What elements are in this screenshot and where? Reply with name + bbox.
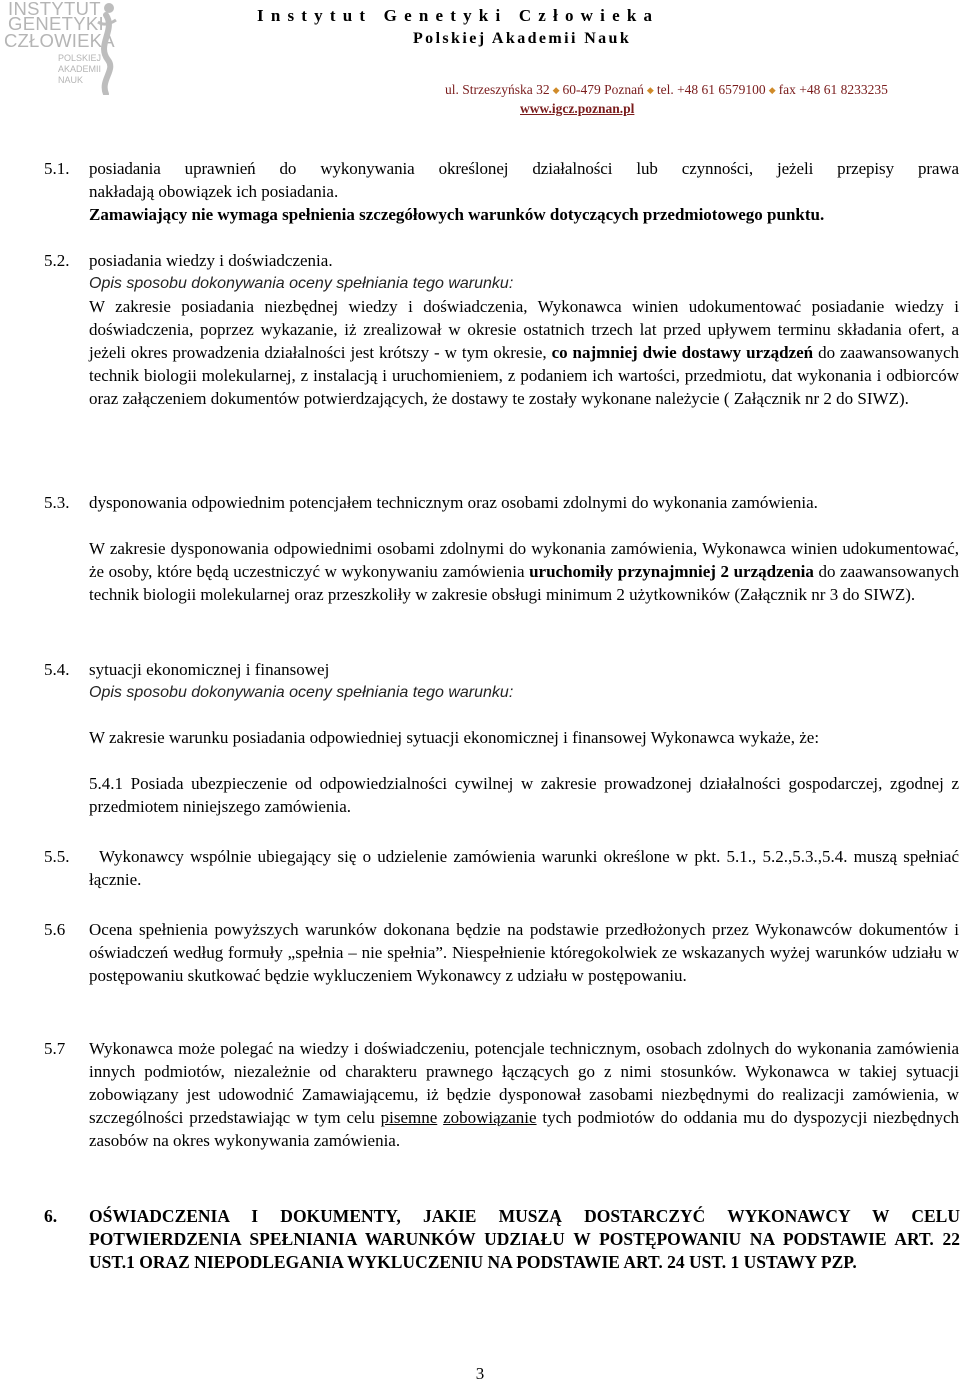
- section-5-4-method-label: Opis sposobu dokonywania oceny spełniania tego warunku:: [89, 684, 514, 701]
- section-5-3-emphasis: uruchomiły przynajmniej 2 urządzenia: [529, 562, 814, 581]
- section-number: 5.1.: [44, 159, 70, 178]
- underlined-word: zobowiązanie: [443, 1108, 537, 1127]
- section-number: 5.2.: [44, 251, 70, 270]
- section-5-2-text: W zakresie posiadania niezbędnej wiedzy i doświadczenia, Wykonawca winien udokumentować posiadanie wiedzy i doświadczenia, poprzez wykazanie, iż zrealizował w okresie ostatnich trzech lat przed upływem terminu składania ofert, a jeżeli okres prowadzenia działalności jest krótszy - w tym okresie,: [89, 297, 959, 362]
- page-number: 3: [475, 1364, 485, 1383]
- section-5-2-text-cont: do zaawansowanych technik biologii molekularnej, z instalacją i uruchomieniem, z podaniem ich wartości, przedmiotu, dat wykonania i odbiorców oraz załączeniem dokumentów potwierdzających, że dostawy te zostały wykonane należycie ( Załącznik nr 2 do SIWZ).: [89, 343, 959, 408]
- section-5-2-emphasis: co najmniej dwie dostawy urządzeń: [551, 343, 814, 362]
- logo-line-5: AKADEMII: [58, 64, 102, 74]
- logo-line-4: POLSKIEJ: [58, 53, 102, 63]
- section-6-number: 6.: [44, 1206, 58, 1226]
- bullet-icon: ◆: [646, 85, 654, 96]
- section-5-7-text: Wykonawca może polegać na wiedzy i doświadczeniu, potencjale technicznym, osobach zdolnych do wykonania zamówienia innych podmiotów, niezależnie od charakteru prawnego łączących go z nimi stosunków. Wykonawca w takiej sytuacji zobowiązany jest udowodnić Zamawiającemu, iż będzie dysponował zasobami niezbędnymi do realizacji zamówienia, w szczególności przedstawiając w tym celu: [89, 1039, 959, 1127]
- section-5-6-body: Ocena spełnienia powyższych warunków dokonana będzie na podstawie przedłożonych przez Wykonawców dokumentów i oświadczeń według formuły „spełnia – nie spełnia”. Niespełnienie któregokolwiek ze wskazanych wyżej warunków udziału w postępowaniu skutkować będzie wykluczeniem Wykonawcy z udziału w postępowaniu.: [89, 920, 959, 985]
- section-5-3-text: W zakresie dysponowania odpowiednimi osobami zdolnymi do wykonania zamówienia, Wykonawca winien udokumentować, że osoby, które będą uczestniczyć w wykonywaniu zamówienia: [89, 539, 959, 581]
- section-5-3-body: [89, 537, 959, 606]
- logo-line-3: CZŁOWIEKA: [4, 30, 115, 51]
- institute-name: Instytut Genetyki Człowieka: [257, 6, 660, 25]
- section-number: 5.3.: [44, 493, 70, 512]
- postal-code: 60-479 Poznań: [562, 82, 644, 97]
- bullet-icon: ◆: [552, 85, 560, 96]
- letterhead: [0, 0, 960, 120]
- section-6-heading: OŚWIADCZENIA I DOKUMENTY, JAKIE MUSZĄ DOSTARCZYĆ WYKONAWCY W CELU POTWIERDZENIA SPEŁNIANIA WARUNKÓW UDZIAŁU W POSTĘPOWANIU NA PODSTAWIE ART. 22 UST.1 ORAZ NIEPODLEGANIA WYKLUCZENIU NA PODSTAWIE ART. 24 UST. 1 USTAWY PZP.: [89, 1206, 960, 1272]
- section-5-1-line-2: nakładają obowiązek ich posiadania.: [89, 182, 339, 201]
- logo-line-1: INSTYTUT: [8, 0, 101, 19]
- section-5-3-text-cont: do zaawansowanych technik biologii molekularnej oraz przeszkoliły w zakresie obsługi minimum 2 użytkowników (Załącznik nr 3 do SIWZ).: [89, 562, 959, 604]
- logo-line-6: NAUK: [58, 75, 84, 85]
- section-number: 5.6: [44, 920, 66, 939]
- bullet-icon: ◆: [768, 85, 776, 96]
- section-5-2-title: posiadania wiedzy i doświadczenia.: [89, 251, 333, 270]
- section-5-2-method-label: Opis sposobu dokonywania oceny spełniania tego warunku:: [89, 275, 514, 292]
- website-link[interactable]: www.igcz.poznan.pl: [520, 101, 635, 116]
- logo-line-2: GENETYKI: [8, 13, 104, 34]
- section-number: 5.5.: [44, 847, 70, 866]
- section-5-3-title: dysponowania odpowiednim potencjałem technicznym oraz osobami zdolnymi do wykonania zamówienia.: [89, 493, 818, 512]
- section-5-4-body: W zakresie warunku posiadania odpowiedniej sytuacji ekonomicznej i finansowej Wykonawca wykaże, że:: [89, 728, 820, 747]
- section-5-7-body: [89, 1037, 959, 1152]
- institute-subtitle: Polskiej Akademii Nauk: [413, 30, 632, 47]
- institute-logo: [2, 0, 114, 95]
- phone: tel. +48 61 6579100: [656, 82, 766, 97]
- contact-line: [445, 82, 888, 98]
- section-5-1-note: Zamawiający nie wymaga spełnienia szczegółowych warunków dotyczących przedmiotowego punktu.: [89, 205, 825, 224]
- section-5-4-title: sytuacji ekonomicznej i finansowej: [89, 660, 330, 679]
- section-5-4-1-body: 5.4.1 Posiada ubezpieczenie od odpowiedzialności cywilnej w zakresie prowadzonej działalności gospodarczej, zgodnej z przedmiotem niniejszego zamówienia.: [89, 774, 959, 816]
- section-number: 5.7: [44, 1039, 66, 1058]
- section-5-5-body: Wykonawcy wspólnie ubiegający się o udzielenie zamówienia warunki określone w pkt. 5.1., 5.2.,5.3.,5.4. muszą spełniać łącznie.: [89, 847, 959, 889]
- section-number: 5.4.: [44, 660, 70, 679]
- dna-figure-icon: [92, 0, 118, 95]
- section-5-7-text-cont: tych podmiotów do oddania mu do dyspozycji niezbędnych zasobów na okres wykonywania zamówienia.: [89, 1108, 960, 1150]
- underlined-word: pisemne: [380, 1108, 438, 1127]
- section-5-2-body: [89, 295, 959, 410]
- fax: fax +48 61 8233235: [778, 82, 888, 97]
- section-5-1-line-1: posiadania uprawnień do wykonywania określonej działalności lub czynności, jeżeli przepisy prawa: [89, 159, 959, 178]
- address: ul. Strzeszyńska 32: [445, 82, 550, 97]
